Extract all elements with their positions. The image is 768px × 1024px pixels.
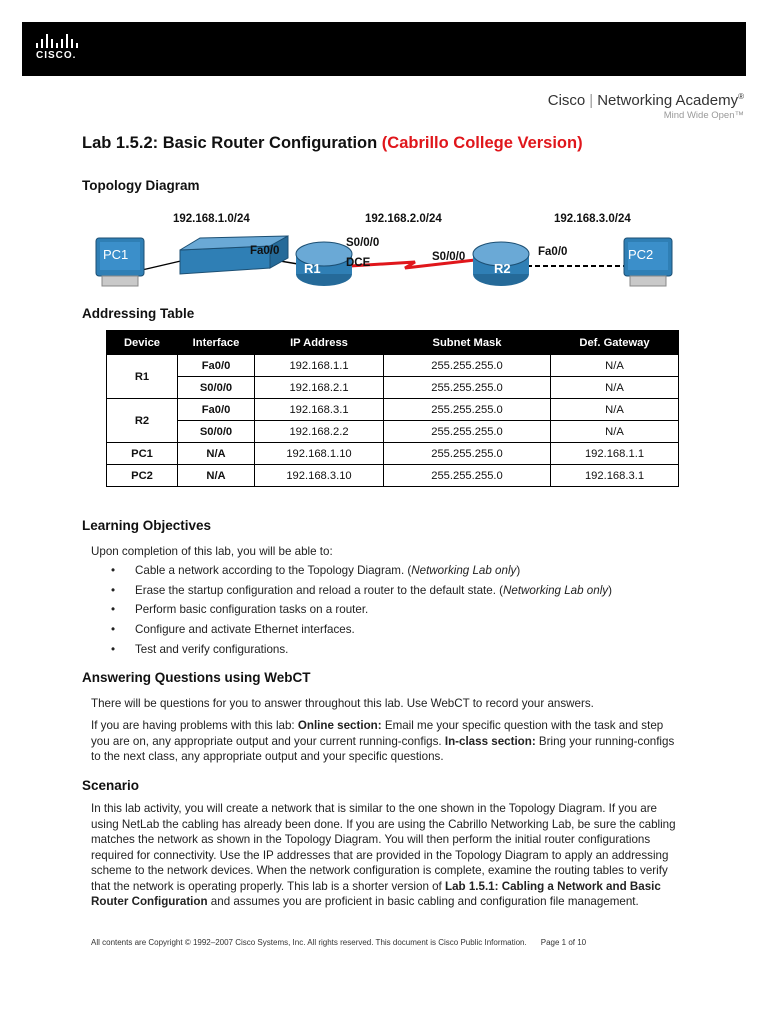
table-row bbox=[107, 421, 679, 443]
list-item: • Erase the startup configuration and reload a router to the default state. (Networking Lab only) bbox=[111, 583, 612, 597]
title-suffix: (Cabrillo College Version) bbox=[381, 134, 583, 152]
academy-name-b: Networking Academy bbox=[597, 92, 739, 109]
r1-s0-label: S0/0/0 bbox=[346, 237, 380, 249]
cisco-logo-text: CISCO. bbox=[36, 50, 77, 61]
cell-gateway: N/A bbox=[551, 377, 679, 399]
footer-copyright: All contents are Copyright © 1992–2007 Cisco Systems, Inc. All rights reserved. This document is Cisco Public Information. bbox=[91, 938, 527, 947]
list-item: • Test and verify configurations. bbox=[111, 642, 289, 656]
header-bar bbox=[22, 22, 746, 76]
col-mask: Subnet Mask bbox=[384, 331, 551, 355]
cell-gateway: N/A bbox=[551, 399, 679, 421]
cell-mask: 255.255.255.0 bbox=[384, 355, 551, 377]
list-item: • Perform basic configuration tasks on a router. bbox=[111, 603, 369, 617]
cisco-bars-icon bbox=[36, 34, 78, 48]
cell-ip: 192.168.1.1 bbox=[255, 355, 384, 377]
cell-device: PC2 bbox=[107, 465, 178, 487]
objectives-intro: Upon completion of this lab, you will be able to: bbox=[91, 545, 333, 558]
table-row bbox=[107, 377, 679, 399]
cell-ip: 192.168.2.2 bbox=[255, 421, 384, 443]
cell-ip: 192.168.3.10 bbox=[255, 465, 384, 487]
cell-device: PC1 bbox=[107, 443, 178, 465]
objectives-heading: Learning Objectives bbox=[82, 518, 212, 533]
cell-device: R1 bbox=[107, 355, 178, 399]
title-main: Lab 1.5.2: Basic Router Configuration bbox=[82, 134, 382, 152]
pc1-icon bbox=[96, 238, 144, 286]
webct-p1: There will be questions for you to answer throughout this lab. Use WebCT to record your answers. bbox=[91, 697, 594, 710]
addressing-heading: Addressing Table bbox=[82, 306, 195, 321]
r2-label: R2 bbox=[494, 261, 511, 276]
cell-gateway: N/A bbox=[551, 421, 679, 443]
list-item: • Cable a network according to the Topology Diagram. (Networking Lab only) bbox=[111, 564, 521, 577]
table-row bbox=[107, 465, 679, 487]
cell-mask: 255.255.255.0 bbox=[384, 421, 551, 443]
cell-gateway: 192.168.1.1 bbox=[551, 443, 679, 465]
r1-label: R1 bbox=[304, 261, 321, 276]
scenario-heading: Scenario bbox=[82, 778, 140, 793]
cell-mask: 255.255.255.0 bbox=[384, 377, 551, 399]
cell-interface: N/A bbox=[178, 443, 255, 465]
page-number: Page 1 of 10 bbox=[540, 938, 587, 947]
academy-name-a: Cisco bbox=[547, 92, 586, 109]
r2-fa-label: Fa0/0 bbox=[538, 246, 568, 258]
cisco-logo bbox=[36, 34, 78, 61]
cell-mask: 255.255.255.0 bbox=[384, 443, 551, 465]
cell-interface: S0/0/0 bbox=[178, 377, 255, 399]
academy-tagline: Mind Wide Open™ bbox=[663, 110, 744, 121]
net3-label: 192.168.3.0/24 bbox=[554, 213, 631, 225]
footer bbox=[91, 938, 586, 947]
topology-diagram bbox=[90, 228, 690, 294]
cell-gateway: N/A bbox=[551, 355, 679, 377]
cell-device: R2 bbox=[107, 399, 178, 443]
page-title bbox=[82, 134, 583, 153]
cell-interface: Fa0/0 bbox=[178, 399, 255, 421]
cell-interface: Fa0/0 bbox=[178, 355, 255, 377]
net1-label: 192.168.1.0/24 bbox=[173, 213, 250, 225]
pc1-switch-link bbox=[142, 260, 185, 270]
cell-interface: N/A bbox=[178, 465, 255, 487]
table-row bbox=[107, 443, 679, 465]
pc2-icon bbox=[624, 238, 672, 286]
webct-heading: Answering Questions using WebCT bbox=[82, 670, 311, 685]
table-row bbox=[107, 399, 679, 421]
col-ip: IP Address bbox=[255, 331, 384, 355]
pc2-label: PC2 bbox=[628, 247, 654, 262]
pc1-label: PC1 bbox=[103, 247, 129, 262]
net2-label: 192.168.2.0/24 bbox=[365, 213, 442, 225]
table-row bbox=[107, 355, 679, 377]
col-interface: Interface bbox=[178, 331, 255, 355]
cell-mask: 255.255.255.0 bbox=[384, 399, 551, 421]
cell-ip: 192.168.1.10 bbox=[255, 443, 384, 465]
cell-gateway: 192.168.3.1 bbox=[551, 465, 679, 487]
scenario-paragraph: In this lab activity, you will create a network that is similar to the one shown in the Topology Diagram. If you are using NetLab the cabling has already been done. If you are using the Cabrillo Networking Lab, be sure the cabling matches the network as shown in the Topology Diagram. You will then perform the initial router configurations required for connectivity. Use the IP addresses that are provided in the Topology Diagram to apply an addressing scheme to the network devices. When the network configuration is complete, examine the routing tables to verify that the network is operating properly. This lab is a shorter version of Lab 1.5.1: Cabling a Network and Basic Router Configuration and assumes you are proficient in basic cabling and configuration file management. bbox=[91, 802, 676, 908]
cell-ip: 192.168.3.1 bbox=[255, 399, 384, 421]
addressing-table bbox=[106, 330, 679, 487]
r1-fa-label: Fa0/0 bbox=[250, 245, 280, 257]
cell-ip: 192.168.2.1 bbox=[255, 377, 384, 399]
academy-reg: ® bbox=[738, 92, 744, 101]
dce-label: DCE bbox=[346, 257, 371, 269]
objectives-list bbox=[111, 564, 612, 662]
list-item: • Configure and activate Ethernet interfaces. bbox=[111, 623, 355, 637]
col-gateway: Def. Gateway bbox=[551, 331, 679, 355]
webct-p2: If you are having problems with this lab: Online section: Email me your specific question with the task and step you are on, any appropriate output and your current running-configs. In-class section: Bring your running-configs to the next class, any appropriate output and your specific questions. bbox=[91, 719, 675, 763]
cell-mask: 255.255.255.0 bbox=[384, 465, 551, 487]
cell-interface: S0/0/0 bbox=[178, 421, 255, 443]
topology-heading: Topology Diagram bbox=[82, 178, 200, 193]
col-device: Device bbox=[107, 331, 178, 355]
r2-s0-label: S0/0/0 bbox=[432, 251, 466, 263]
academy-brand: Cisco | Networking Academy® Mind Wide Open™ bbox=[547, 92, 744, 121]
